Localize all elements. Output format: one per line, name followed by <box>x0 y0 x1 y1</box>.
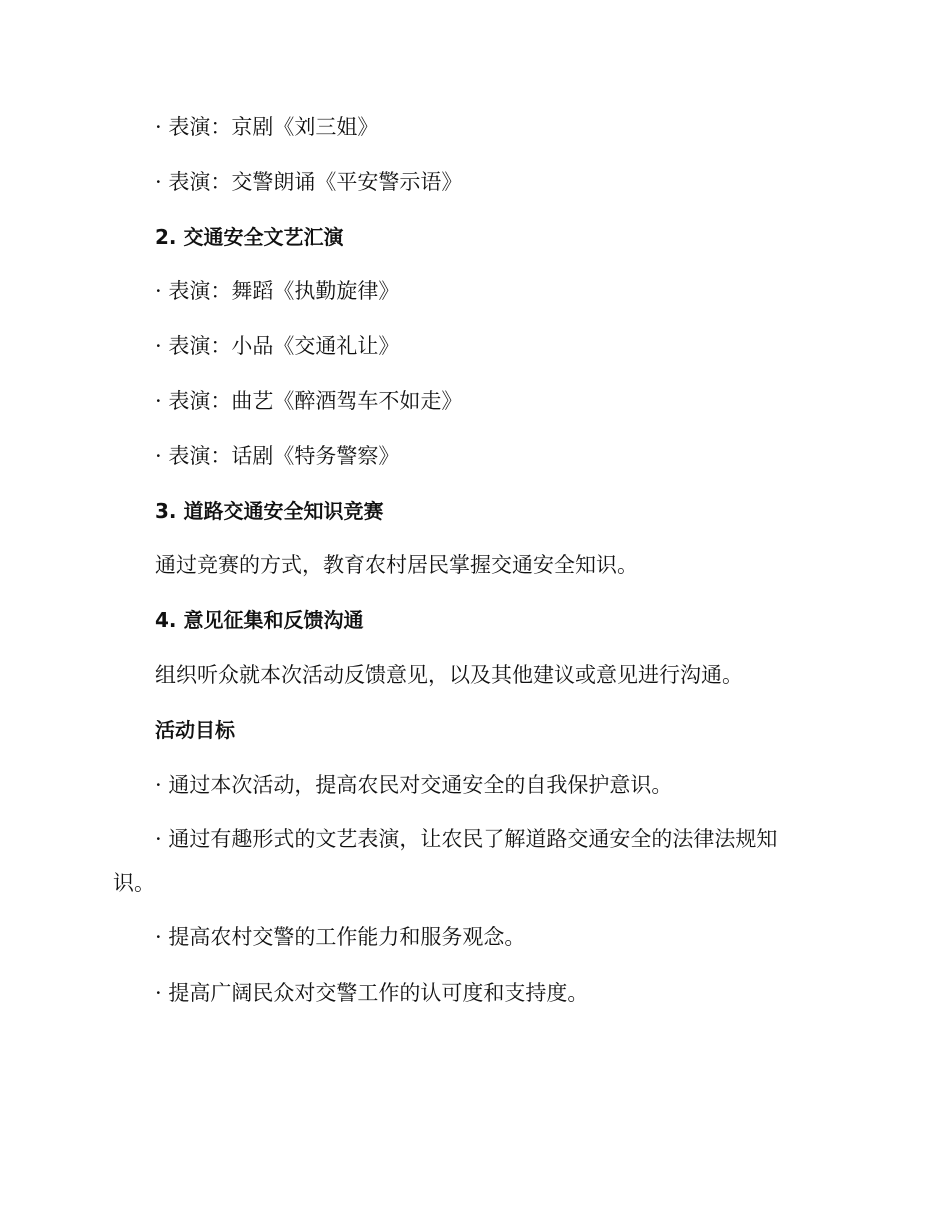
section-heading: 活动目标 <box>155 718 235 742</box>
bullet-item: · 通过本次活动，提高农民对交通安全的自我保护意识。 <box>155 773 673 797</box>
bullet-item: · 表演：京剧《刘三姐》 <box>155 115 379 139</box>
bullet-continuation: 识。 <box>113 871 155 895</box>
bullet-item: · 表演：话剧《特务警察》 <box>155 444 400 468</box>
bullet-item: · 通过有趣形式的文艺表演，让农民了解道路交通安全的法律法规知 <box>155 827 778 851</box>
bullet-item: · 提高广阔民众对交警工作的认可度和支持度。 <box>155 981 589 1005</box>
section-heading: 4. 意见征集和反馈沟通 <box>155 608 364 632</box>
section-heading: 2. 交通安全文艺汇演 <box>155 225 344 249</box>
bullet-item: · 表演：交警朗诵《平安警示语》 <box>155 170 463 194</box>
paragraph: 通过竞赛的方式，教育农村居民掌握交通安全知识。 <box>155 553 638 577</box>
bullet-item: · 表演：小品《交通礼让》 <box>155 334 400 358</box>
bullet-item: · 表演：舞蹈《执勤旋律》 <box>155 279 400 303</box>
section-heading: 3. 道路交通安全知识竞赛 <box>155 499 384 523</box>
bullet-item: · 提高农村交警的工作能力和服务观念。 <box>155 925 526 949</box>
bullet-item: · 表演：曲艺《醉酒驾车不如走》 <box>155 389 463 413</box>
paragraph: 组织听众就本次活动反馈意见，以及其他建议或意见进行沟通。 <box>155 663 743 687</box>
